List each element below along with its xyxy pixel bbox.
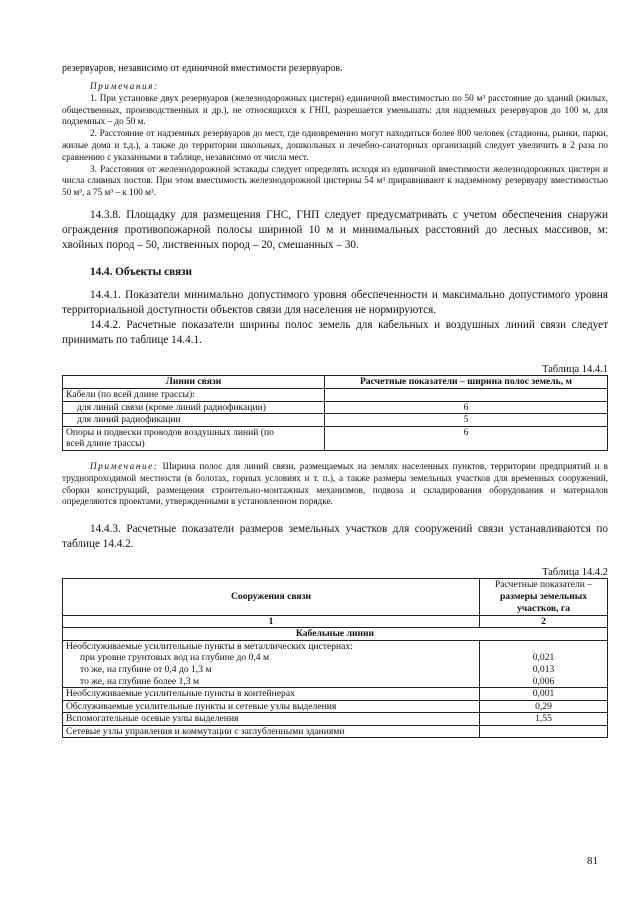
paragraph-14-3-8: 14.3.8. Площадку для размещения ГНС, ГНП следует предусматривать с учетом обеспечения снаружи ограждения противопожарной полосы шириной 10 м и минимальных расстояний до лесных массивов, м: хвойных пород – 50, лиственных пород – 20, смешанных – 30. [62, 208, 608, 252]
table-header-cell [480, 578, 608, 615]
table-cell: 5 [325, 414, 608, 427]
table-14-4-1 [62, 375, 608, 451]
notes-label: Примечания: [90, 81, 159, 91]
paragraph-14-4-3: 14.4.3. Расчетные показатели размеров земельных участков для сооружений связи устанавливаются по таблице 14.4.2. [62, 523, 608, 551]
table-cell: 0,29 [480, 700, 608, 713]
note2-label: Примечание: [90, 460, 159, 471]
table-cell [480, 725, 608, 738]
table-header-row [63, 376, 608, 389]
table-section-title: Кабельные линии [63, 628, 608, 641]
note-item-1: 1. При установке двух резервуаров (железнодорожных цистерн) единичной вместимостью по 50 м³ расстояние до зданий (жилых, общественных, производственных и др.), не относящихся к ГНП, разрешается уменьшать: для надземных резервуаров до 100 м, для подземных – до 50 м. [62, 92, 608, 127]
table-cell [325, 388, 608, 401]
table-row [63, 640, 608, 687]
group-row-value: 0,006 [532, 675, 555, 687]
table-row [63, 414, 608, 427]
column-number: 2 [480, 615, 608, 628]
table-header-cell: Линии связи [63, 376, 325, 389]
table-cell: 0,001 [480, 688, 608, 701]
table-cell: Вспомогательные осевые узлы выделения [63, 713, 480, 726]
table-cell: 6 [325, 426, 608, 450]
table-row [63, 426, 608, 450]
table-14-4-2 [62, 578, 608, 739]
note2-block [62, 461, 608, 508]
group-title: Необслуживаемые усилительные пункты в металлических цистернах: [66, 640, 353, 652]
group-row-name: то же, на глубине от 0,4 до 1,3 м [80, 663, 212, 675]
header-line-2: размеры земельных участков, га [499, 590, 588, 614]
group-row-value: 0,013 [532, 663, 555, 675]
table-cell: для линий радиофикации [63, 414, 325, 427]
table-cell: Сетевые узлы управления и коммутации с заглубленными зданиями [63, 725, 480, 738]
table-cell: Обслуживаемые усилительные пункты и сетевые узлы выделения [63, 700, 480, 713]
table-header-cell: Сооружения связи [63, 578, 480, 615]
note-item-2: 2. Расстояние от надземных резервуаров до мест, где одновременно могут находиться более 800 человек (стадионы, рынки, парки, жилые дома и т.д.), а также до территории школьных, дошкольных и лечебно-санаторных организаций следует увеличить в 2 раза по сравнению с указанными в таблице, независимо от числа мест. [62, 128, 608, 162]
table-cell: 6 [325, 401, 608, 414]
group-row-name: при уровне грунтовых вод на глубине до 0,4 м [80, 652, 270, 664]
table1-caption: Таблица 14.4.1 [542, 364, 608, 376]
table-row [63, 388, 608, 401]
paragraph-14-4-1: 14.4.1. Показатели минимально допустимого уровня обеспеченности и максимально допустимого уровня территориальной доступности объектов связи для населения не нормируются. [62, 288, 608, 316]
table-row [63, 688, 608, 701]
section-heading: 14.4. Объекты связи [90, 265, 193, 278]
table-header-cell: Расчетные показатели – ширина полос земель, м [325, 376, 608, 389]
table-cell: Необслуживаемые усилительные пункты в контейнерах [63, 688, 480, 701]
table-cell: для линий связи (кроме линий радиофикации) [63, 401, 325, 414]
note2-text: Ширина полос для линий связи, размещаемых на землях населенных пунктов, территории предприятий и в труднопроходимой местности (в болотах, горных условиях и т. п.), а также размеры земельных участков для временных сооружений, сборки конструкций, размещения строительно-монтажных механизмов, подвоза и складирования оборудования и материалов определяются проектами, утвержденными в установленном порядке. [62, 460, 609, 507]
note-item-3: 3. Расстояния от железнодорожной эстакады следует определять исходя из единичной вместимости железнодорожных цистерн и числа сливных постов. При этом вместимость железнодорожной цистерны 54 м³ приравнивают к надземному резервуару вместимостью 50 м³, а 75 м³ – к 100 м³. [62, 163, 608, 198]
table-row [63, 628, 608, 641]
header-line-1: Расчетные показатели – [494, 578, 593, 590]
column-number: 1 [63, 615, 480, 628]
intro-line: резервуаров, независимо от единичной вместимости резервуаров. [62, 63, 343, 74]
document-page [62, 62, 608, 738]
group-row-name: то же, на глубине более 1,3 м [80, 675, 200, 687]
table-row [63, 615, 608, 628]
table-cell: Опоры и подвески проводов воздушных линий (по всей длине трассы) [63, 426, 325, 450]
paragraph-14-4-2: 14.4.2. Расчетные показатели ширины полос земель для кабельных и воздушных линий связи следует принимать по таблице 14.4.1. [62, 318, 608, 347]
notes-block [62, 81, 608, 199]
table-cell [480, 640, 608, 687]
table-cell: 1,55 [480, 713, 608, 726]
group-row-value: 0,021 [532, 652, 555, 664]
table-row [63, 725, 608, 738]
table-row [63, 700, 608, 713]
table-row [63, 401, 608, 414]
table-row [63, 713, 608, 726]
page-number: 81 [587, 855, 598, 867]
table2-caption: Таблица 14.4.2 [542, 566, 608, 578]
table-cell [63, 640, 480, 687]
table-header-row [63, 578, 608, 615]
table-cell: Кабели (по всей длине трассы): [63, 388, 325, 401]
